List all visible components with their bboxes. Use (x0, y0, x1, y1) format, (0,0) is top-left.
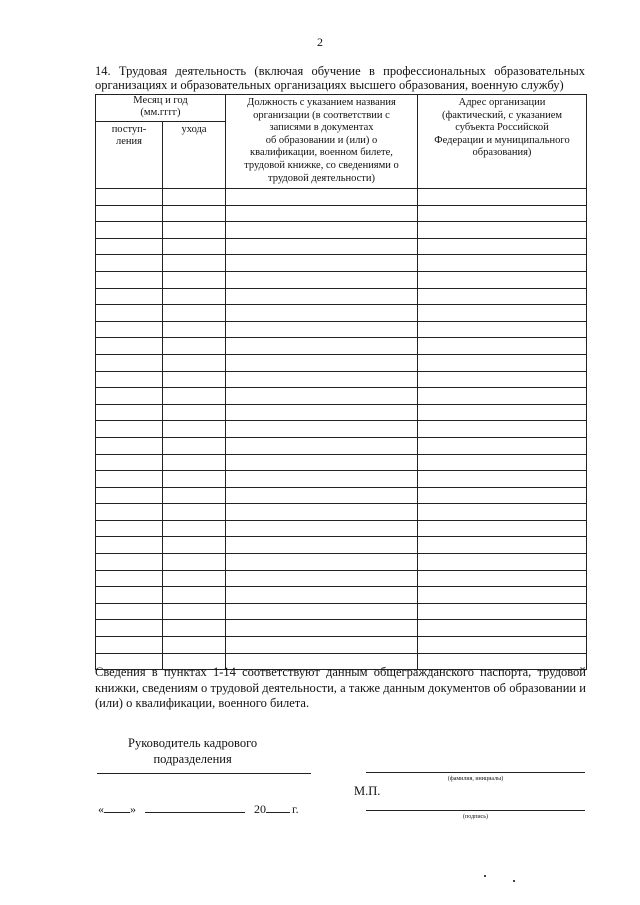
table-cell[interactable] (163, 504, 226, 521)
table-cell[interactable] (226, 189, 418, 206)
table-cell[interactable] (418, 354, 587, 371)
table-cell[interactable] (418, 222, 587, 239)
table-row (96, 371, 587, 388)
table-cell[interactable] (96, 520, 163, 537)
table-cell[interactable] (163, 620, 226, 637)
table-cell[interactable] (96, 487, 163, 504)
table-row (96, 587, 587, 604)
table-cell[interactable] (226, 404, 418, 421)
table-cell[interactable] (163, 520, 226, 537)
scan-speck (513, 880, 515, 882)
table-cell[interactable] (226, 537, 418, 554)
table-cell[interactable] (163, 404, 226, 421)
table-cell[interactable] (96, 554, 163, 571)
table-row (96, 620, 587, 637)
table-cell[interactable] (226, 487, 418, 504)
table-cell[interactable] (418, 471, 587, 488)
table-cell[interactable] (96, 620, 163, 637)
hr-head-signature-line[interactable] (97, 773, 311, 774)
table-cell[interactable] (163, 189, 226, 206)
table-cell[interactable] (96, 288, 163, 305)
table-cell[interactable] (226, 587, 418, 604)
date-row: « » 20 г. (98, 802, 299, 816)
table-cell[interactable] (163, 454, 226, 471)
address-header-line: Федерации и муниципального (434, 134, 570, 146)
table-cell[interactable] (418, 288, 587, 305)
section-heading (95, 64, 585, 92)
table-cell[interactable] (96, 637, 163, 654)
table-cell[interactable] (418, 305, 587, 322)
table-cell[interactable] (418, 537, 587, 554)
table-cell[interactable] (96, 421, 163, 438)
table-cell[interactable] (226, 454, 418, 471)
table-cell[interactable] (226, 354, 418, 371)
table-cell[interactable] (418, 189, 587, 206)
address-header-line: (фактический, с указанием (441, 109, 563, 121)
table-cell[interactable] (96, 271, 163, 288)
table-cell[interactable] (163, 288, 226, 305)
work-history-table (95, 94, 587, 670)
hr-head-title: Руководитель кадрового подразделения (128, 736, 258, 766)
address-header (418, 95, 587, 189)
table-cell[interactable] (96, 222, 163, 239)
table-cell[interactable] (96, 454, 163, 471)
section-heading-line1: 14. Трудовая деятельность (включая обучение в профессиональных образовательных (95, 64, 585, 78)
table-cell[interactable] (418, 603, 587, 620)
table-cell[interactable] (96, 537, 163, 554)
name-caption: (фамилия, инициалы) (447, 776, 504, 782)
position-header-line: записями в документах (269, 122, 374, 134)
table-cell[interactable] (418, 520, 587, 537)
exit-date-header: ухода (163, 122, 226, 189)
table-row (96, 421, 587, 438)
table-cell[interactable] (163, 321, 226, 338)
table-cell[interactable] (163, 437, 226, 454)
table-cell[interactable] (226, 437, 418, 454)
table-cell[interactable] (418, 205, 587, 222)
table-row (96, 205, 587, 222)
table-cell[interactable] (418, 338, 587, 355)
position-header-line: организации (в соответствии с (253, 109, 390, 121)
table-cell[interactable] (418, 255, 587, 272)
table-row (96, 238, 587, 255)
table-cell[interactable] (163, 471, 226, 488)
table-cell[interactable] (163, 603, 226, 620)
table-row (96, 354, 587, 371)
table-cell[interactable] (226, 637, 418, 654)
table-cell[interactable] (226, 620, 418, 637)
table-row (96, 321, 587, 338)
table-cell[interactable] (418, 554, 587, 571)
table-cell[interactable] (163, 354, 226, 371)
month-blank[interactable] (145, 801, 245, 813)
table-cell[interactable] (226, 371, 418, 388)
table-row (96, 388, 587, 405)
table-cell[interactable] (418, 587, 587, 604)
table-cell[interactable] (96, 587, 163, 604)
table-cell[interactable] (163, 338, 226, 355)
table-cell[interactable] (163, 570, 226, 587)
position-header-line: об образовании и (или) о (265, 134, 378, 146)
table-row (96, 471, 587, 488)
table-cell[interactable] (163, 255, 226, 272)
table-cell[interactable] (96, 471, 163, 488)
year-blank[interactable] (266, 801, 290, 813)
table-cell[interactable] (418, 487, 587, 504)
position-header-line: квалификации, военном билете, (250, 147, 393, 159)
table-cell[interactable] (96, 205, 163, 222)
address-header-line: субъекта Российской (455, 122, 549, 134)
table-cell[interactable] (96, 189, 163, 206)
day-blank[interactable] (104, 801, 130, 813)
table-cell[interactable] (226, 238, 418, 255)
table-cell[interactable] (163, 371, 226, 388)
table-cell[interactable] (418, 404, 587, 421)
table-cell[interactable] (96, 238, 163, 255)
table-cell[interactable] (226, 222, 418, 239)
entry-date-header: поступ- ления (96, 122, 163, 189)
table-cell[interactable] (96, 570, 163, 587)
table-cell[interactable] (96, 338, 163, 355)
table-cell[interactable] (418, 271, 587, 288)
confirmation-statement: Сведения в пунктах 1-14 соответствуют данным общегражданского паспорта, трудовой книжки, сведениям о трудовой деятельности, а также данным документов об образовании и (или) о квалификации, военного билета. (95, 665, 586, 710)
table-cell[interactable] (226, 305, 418, 322)
table-cell[interactable] (96, 437, 163, 454)
table-row (96, 520, 587, 537)
table-cell[interactable] (96, 255, 163, 272)
table-row (96, 255, 587, 272)
address-header-line: Адрес организации (458, 97, 546, 108)
table-cell[interactable] (226, 255, 418, 272)
table-cell[interactable] (226, 520, 418, 537)
table-cell[interactable] (226, 205, 418, 222)
table-cell[interactable] (163, 554, 226, 571)
table-cell[interactable] (418, 620, 587, 637)
table-cell[interactable] (96, 603, 163, 620)
table-cell[interactable] (226, 271, 418, 288)
address-header-line: образования) (472, 147, 532, 159)
table-cell[interactable] (418, 437, 587, 454)
table-cell[interactable] (418, 570, 587, 587)
table-row (96, 271, 587, 288)
seal-label: М.П. (354, 784, 381, 798)
name-line[interactable] (366, 772, 585, 773)
signature-line[interactable] (366, 810, 585, 811)
table-cell[interactable] (96, 404, 163, 421)
table-row (96, 603, 587, 620)
table-cell[interactable] (418, 388, 587, 405)
table-row (96, 222, 587, 239)
table-row (96, 537, 587, 554)
table-cell[interactable] (226, 388, 418, 405)
table-cell[interactable] (418, 454, 587, 471)
table-cell[interactable] (226, 504, 418, 521)
position-header-line: трудовой деятельности) (268, 172, 375, 184)
position-header-line: Должность с указанием названия (247, 97, 396, 108)
table-cell[interactable] (163, 305, 226, 322)
table-cell[interactable] (163, 487, 226, 504)
table-cell[interactable] (226, 288, 418, 305)
table-cell[interactable] (418, 504, 587, 521)
table-cell[interactable] (163, 537, 226, 554)
table-cell[interactable] (226, 471, 418, 488)
table-cell[interactable] (418, 637, 587, 654)
table-cell[interactable] (96, 321, 163, 338)
table-cell[interactable] (226, 603, 418, 620)
table-row (96, 288, 587, 305)
month-year-header: Месяц и год (мм.гггг) (96, 95, 226, 122)
table-row (96, 404, 587, 421)
table-cell[interactable] (96, 388, 163, 405)
table-cell[interactable] (418, 421, 587, 438)
page-number: 2 (317, 35, 323, 49)
table-cell[interactable] (226, 338, 418, 355)
table-row (96, 189, 587, 206)
table-cell[interactable] (418, 321, 587, 338)
table-cell[interactable] (96, 371, 163, 388)
table-cell[interactable] (96, 305, 163, 322)
table-row (96, 437, 587, 454)
table-cell[interactable] (163, 637, 226, 654)
table-cell[interactable] (418, 371, 587, 388)
table-cell[interactable] (163, 587, 226, 604)
signature-caption: (подпись) (463, 814, 488, 820)
table-cell[interactable] (226, 554, 418, 571)
table-cell[interactable] (226, 321, 418, 338)
table-row (96, 554, 587, 571)
position-header (226, 95, 418, 189)
table-cell[interactable] (163, 271, 226, 288)
table-cell[interactable] (96, 504, 163, 521)
table-row (96, 338, 587, 355)
table-cell[interactable] (418, 238, 587, 255)
table-cell[interactable] (163, 222, 226, 239)
table-cell[interactable] (163, 238, 226, 255)
table-cell[interactable] (163, 421, 226, 438)
table-row (96, 504, 587, 521)
table-cell[interactable] (96, 354, 163, 371)
position-header-line: трудовой книжке, со сведениями о (244, 159, 399, 171)
table-cell[interactable] (163, 388, 226, 405)
scan-speck (484, 875, 486, 877)
table-row (96, 305, 587, 322)
table-row (96, 487, 587, 504)
table-cell[interactable] (163, 205, 226, 222)
table-row (96, 454, 587, 471)
table-cell[interactable] (226, 570, 418, 587)
section-heading-line2: организациях и образовательных организациях высшего образования, военную службу) (95, 78, 564, 92)
table-row (96, 637, 587, 654)
table-row (96, 570, 587, 587)
table-cell[interactable] (226, 421, 418, 438)
